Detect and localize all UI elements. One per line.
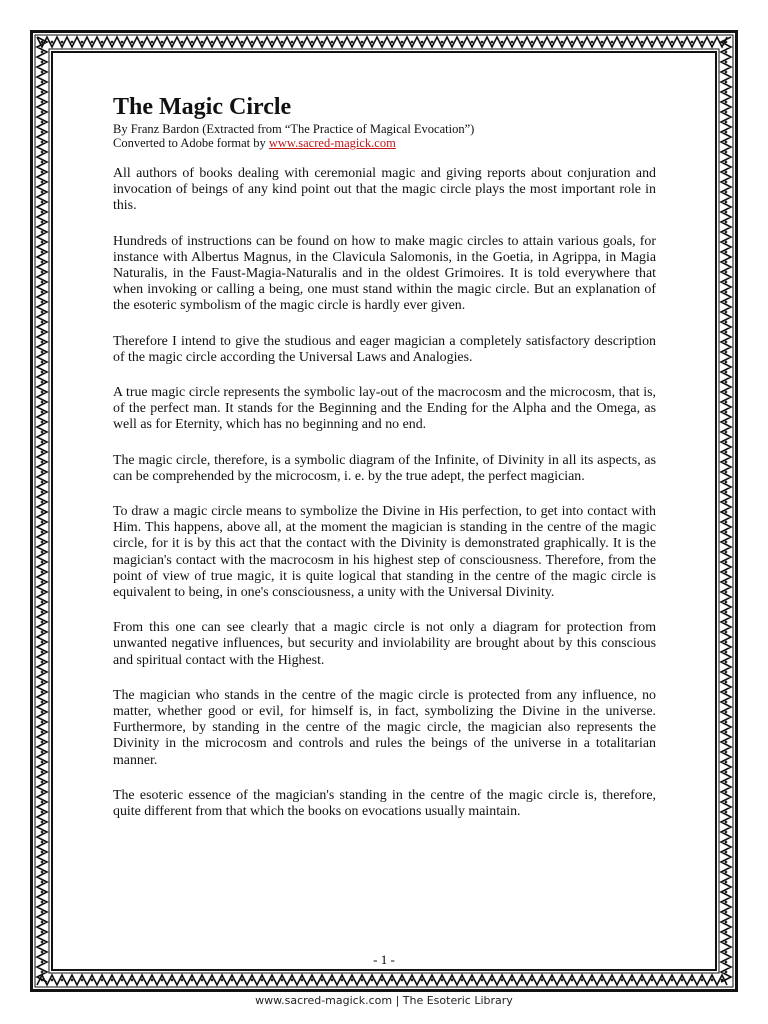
footer-text: www.sacred-magick.com | The Esoteric Library xyxy=(255,994,513,1007)
sacred-magick-link[interactable]: www.sacred-magick.com xyxy=(268,136,396,150)
conversion-prefix: Converted to Adobe format by xyxy=(113,136,269,150)
paragraph: A true magic circle represents the symbolic lay-out of the macrocosm and the microcosm, that is, of the perfect man. It stands for the Beginning and the Ending for the Alpha and the Omega, as well as for Eternity, which has no beginning and no end. xyxy=(113,385,656,433)
paragraph: Therefore I intend to give the studious and eager magician a completely satisfactory description of the magic circle according the Universal Laws and Analogies. xyxy=(113,333,656,365)
paragraph: The magic circle, therefore, is a symbolic diagram of the Infinite, of Divinity in all its aspects, as can be comprehended by the microcosm, i. e. by the true adept, the perfect magician. xyxy=(113,452,656,484)
paragraph: Hundreds of instructions can be found on how to make magic circles to attain various goals, for instance with Albertus Magnus, in the Clavicula Salomonis, in the Goetia, in Agrippa, in Magia Naturalis, in the Faust-Magia-Naturalis and in the oldest Grimoires. It is told everywhere that when invoking or calling a being, one must stand within the magic circle. But an explanation of the esoteric symbolism of the magic circle is hardly ever given. xyxy=(113,233,656,314)
paragraph: All authors of books dealing with ceremonial magic and giving reports about conjuration and invocation of beings of any kind point out that the magic circle plays the most important role in this. xyxy=(113,166,656,214)
paragraph: To draw a magic circle means to symbolize the Divine in His perfection, to get into contact with Him. This happens, above all, at the moment the magician is standing in the centre of the magic circle, for it is by this act that the contact with the Divinity is demonstrated graphically. It is the magician's contact with the macrocosm in his highest step of consciousness. Therefore, from the point of view of true magic, it is quite logical that standing in the centre of the magic circle is equivalent to being, in one's consciousness, a unity with the Universal Divinity. xyxy=(113,504,656,601)
paragraph: The magician who stands in the centre of the magic circle is protected from any influence, no matter, whether good or evil, for himself is, in fact, symbolizing the Divine in the universe. Furthermore, by standing in the centre of the magic circle, the magician also represents the Divinity in the microcosm and controls and rules the beings of the universe in a totalitarian manner. xyxy=(113,687,656,768)
main-content xyxy=(113,92,656,839)
paragraph: From this one can see clearly that a magic circle is not only a diagram for protection from unwanted negative influences, but security and inviolability are brought about by this conscious and spiritual contact with the Highest. xyxy=(113,620,656,668)
page-number: - 1 - xyxy=(373,952,395,967)
conversion-note xyxy=(113,136,656,150)
paragraph: The esoteric essence of the magician's standing in the centre of the magic circle is, therefore, quite different from that which the books on evocations usually maintain. xyxy=(113,787,656,820)
page-title: The Magic Circle xyxy=(113,94,292,120)
author-byline: By Franz Bardon (Extracted from “The Practice of Magical Evocation”) xyxy=(113,122,475,136)
article-body xyxy=(113,166,656,820)
